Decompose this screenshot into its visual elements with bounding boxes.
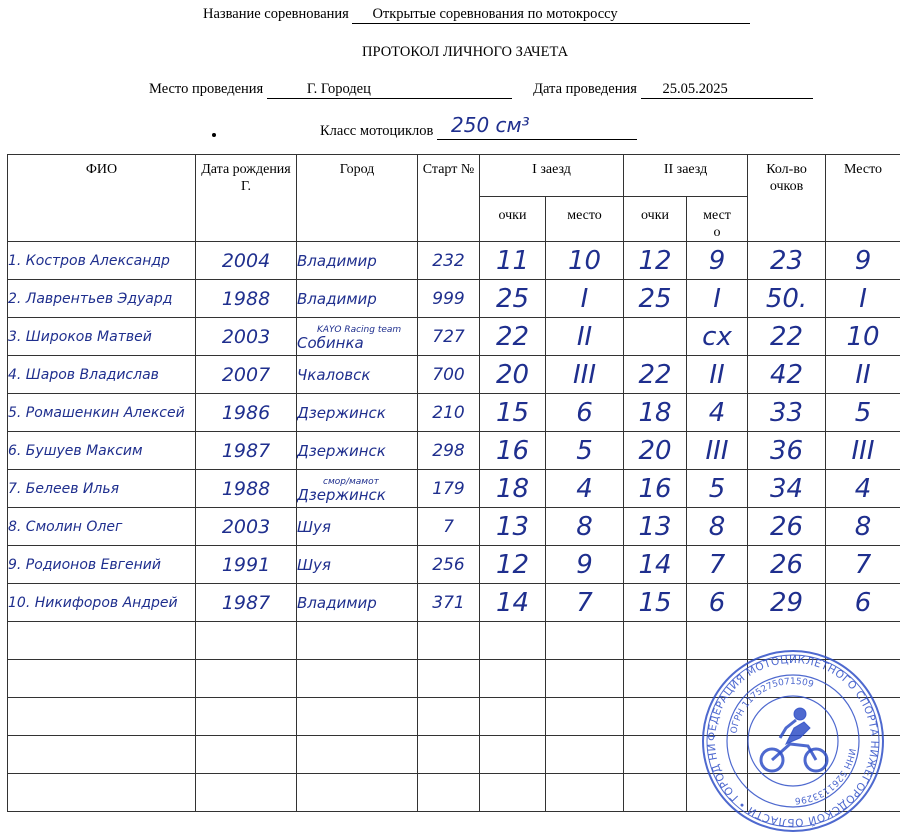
competition-label: Название соревнования xyxy=(203,6,349,22)
motocross-rider-icon xyxy=(761,708,827,771)
col-city: Город xyxy=(297,155,418,242)
col-race-1-place: место xyxy=(546,197,624,242)
rider-name: 7. Белеев Илья xyxy=(8,470,196,508)
total-points: 33 xyxy=(748,394,826,432)
race-2-place: III xyxy=(687,432,748,470)
race-2-place: I xyxy=(687,280,748,318)
race-1-place: 8 xyxy=(546,508,624,546)
race-1-place: 9 xyxy=(546,546,624,584)
race-2-points: 22 xyxy=(624,356,687,394)
final-place: I xyxy=(826,280,900,318)
total-points: 34 xyxy=(748,470,826,508)
rider-city: Владимир xyxy=(297,280,418,318)
race-1-points: 20 xyxy=(480,356,546,394)
svg-text:ОГРН 1175275071509: ОГРН 1175275071509 xyxy=(729,677,814,734)
start-number: 999 xyxy=(418,280,480,318)
start-number: 298 xyxy=(418,432,480,470)
table-row xyxy=(8,242,900,280)
total-points: 26 xyxy=(748,546,826,584)
protocol-title: ПРОТОКОЛ ЛИЧНОГО ЗАЧЕТА xyxy=(362,44,568,61)
total-points: 42 xyxy=(748,356,826,394)
total-points: 23 xyxy=(748,242,826,280)
birth-year: 2003 xyxy=(196,318,297,356)
final-place: 4 xyxy=(826,470,900,508)
race-2-points: 25 xyxy=(624,280,687,318)
rider-name: 4. Шаров Владислав xyxy=(8,356,196,394)
city-note: KAYO Racing team xyxy=(297,324,417,337)
stamp-seal-icon xyxy=(700,648,886,834)
final-place: 6 xyxy=(826,584,900,622)
race-1-place: 5 xyxy=(546,432,624,470)
col-total: Кол-во очков xyxy=(748,155,826,242)
table-row xyxy=(8,394,900,432)
class-value: 250 см³ xyxy=(437,119,637,140)
final-place: III xyxy=(826,432,900,470)
competition-name: Открытые соревнования по мотокроссу xyxy=(352,6,750,24)
birth-year: 1988 xyxy=(196,280,297,318)
col-race-2-points: очки xyxy=(624,197,687,242)
table-row xyxy=(8,584,900,622)
col-race-1: I заезд xyxy=(480,155,624,197)
venue-value: Г. Городец xyxy=(267,81,512,99)
final-place: 8 xyxy=(826,508,900,546)
race-1-points: 12 xyxy=(480,546,546,584)
race-2-place: 5 xyxy=(687,470,748,508)
start-number: 210 xyxy=(418,394,480,432)
rider-city: Шуя xyxy=(297,508,418,546)
final-place: 7 xyxy=(826,546,900,584)
race-1-place: III xyxy=(546,356,624,394)
total-points: 22 xyxy=(748,318,826,356)
race-2-points: 20 xyxy=(624,432,687,470)
table-row xyxy=(8,432,900,470)
rider-city: Шуя xyxy=(297,546,418,584)
table-row xyxy=(8,356,900,394)
col-race-2-place: мест о xyxy=(687,197,748,242)
race-2-place: 6 xyxy=(687,584,748,622)
race-1-points: 11 xyxy=(480,242,546,280)
race-2-points: 15 xyxy=(624,584,687,622)
race-1-place: I xyxy=(546,280,624,318)
race-2-place: 4 xyxy=(687,394,748,432)
final-place: 9 xyxy=(826,242,900,280)
race-2-place: II xyxy=(687,356,748,394)
race-1-points: 14 xyxy=(480,584,546,622)
start-number: 232 xyxy=(418,242,480,280)
class-label: Класс мотоциклов xyxy=(320,123,433,139)
birth-year: 1987 xyxy=(196,432,297,470)
rider-name: 3. Широков Матвей xyxy=(8,318,196,356)
total-points: 36 xyxy=(748,432,826,470)
race-1-place: 7 xyxy=(546,584,624,622)
col-race-2: II заезд xyxy=(624,155,748,197)
start-number: 179 xyxy=(418,470,480,508)
table-row xyxy=(8,546,900,584)
total-points: 26 xyxy=(748,508,826,546)
race-1-points: 16 xyxy=(480,432,546,470)
total-points: 29 xyxy=(748,584,826,622)
rider-city: Владимир xyxy=(297,242,418,280)
race-2-points xyxy=(624,318,687,356)
race-2-points: 13 xyxy=(624,508,687,546)
rider-city: Дзержинск xyxy=(297,394,418,432)
rider-name: 9. Родионов Евгений xyxy=(8,546,196,584)
table-row xyxy=(8,470,900,508)
race-1-place: II xyxy=(546,318,624,356)
rider-city: KAYO Racing team Собинка xyxy=(297,318,418,356)
rider-name: 5. Ромашенкин Алексей xyxy=(8,394,196,432)
race-1-points: 15 xyxy=(480,394,546,432)
table-row xyxy=(8,318,900,356)
rider-city: Владимир xyxy=(297,584,418,622)
col-race-1-points: очки xyxy=(480,197,546,242)
race-2-place: 7 xyxy=(687,546,748,584)
birth-year: 1991 xyxy=(196,546,297,584)
class-line xyxy=(320,119,637,140)
birth-year: 1987 xyxy=(196,584,297,622)
race-1-place: 4 xyxy=(546,470,624,508)
rider-city: Чкаловск xyxy=(297,356,418,394)
total-points: 50. xyxy=(748,280,826,318)
rider-name: 6. Бушуев Максим xyxy=(8,432,196,470)
final-place: II xyxy=(826,356,900,394)
start-number: 7 xyxy=(418,508,480,546)
birth-year: 1988 xyxy=(196,470,297,508)
race-1-place: 10 xyxy=(546,242,624,280)
race-1-points: 25 xyxy=(480,280,546,318)
race-2-points: 16 xyxy=(624,470,687,508)
race-2-points: 12 xyxy=(624,242,687,280)
final-place: 5 xyxy=(826,394,900,432)
race-1-points: 18 xyxy=(480,470,546,508)
rider-name: 8. Смолин Олег xyxy=(8,508,196,546)
competition-line xyxy=(203,6,750,24)
table-row xyxy=(8,508,900,546)
rider-name: 1. Костров Александр xyxy=(8,242,196,280)
birth-year: 2004 xyxy=(196,242,297,280)
col-place: Место xyxy=(826,155,900,242)
svg-text:ИНН 5261133296: ИНН 5261133296 xyxy=(794,748,856,805)
race-2-points: 18 xyxy=(624,394,687,432)
federation-stamp xyxy=(700,648,886,839)
race-2-points: 14 xyxy=(624,546,687,584)
table-row xyxy=(8,280,900,318)
start-number: 256 xyxy=(418,546,480,584)
birth-year: 1986 xyxy=(196,394,297,432)
race-1-points: 13 xyxy=(480,508,546,546)
city-note: смор/мамот xyxy=(297,476,417,489)
race-2-place: 8 xyxy=(687,508,748,546)
start-number: 727 xyxy=(418,318,480,356)
col-start: Старт № xyxy=(418,155,480,242)
race-1-place: 6 xyxy=(546,394,624,432)
venue-line xyxy=(149,81,813,99)
birth-year: 2003 xyxy=(196,508,297,546)
date-label: Дата проведения xyxy=(533,81,637,97)
rider-city: смор/мамот Дзержинск xyxy=(297,470,418,508)
race-2-place: 9 xyxy=(687,242,748,280)
race-2-place: сх xyxy=(687,318,748,356)
final-place: 10 xyxy=(826,318,900,356)
col-birth: Дата рождения Г. xyxy=(196,155,297,242)
rider-name: 10. Никифоров Андрей xyxy=(8,584,196,622)
start-number: 700 xyxy=(418,356,480,394)
birth-year: 2007 xyxy=(196,356,297,394)
race-1-points: 22 xyxy=(480,318,546,356)
col-fio: ФИО xyxy=(8,155,196,242)
svg-text:ФЕДЕРАЦИЯ МОТОЦИКЛЕТНОГО СПОРТ: ФЕДЕРАЦИЯ МОТОЦИКЛЕТНОГО СПОРТА НИЖЕГОРОДСКОЙ ОБЛАСТИ • ГОРОД НИ xyxy=(700,648,880,828)
start-number: 371 xyxy=(418,584,480,622)
date-value: 25.05.2025 xyxy=(641,81,813,99)
rider-name: 2. Лаврентьев Эдуард xyxy=(8,280,196,318)
ink-dot xyxy=(212,133,216,137)
rider-city: Дзержинск xyxy=(297,432,418,470)
venue-label: Место проведения xyxy=(149,81,263,97)
